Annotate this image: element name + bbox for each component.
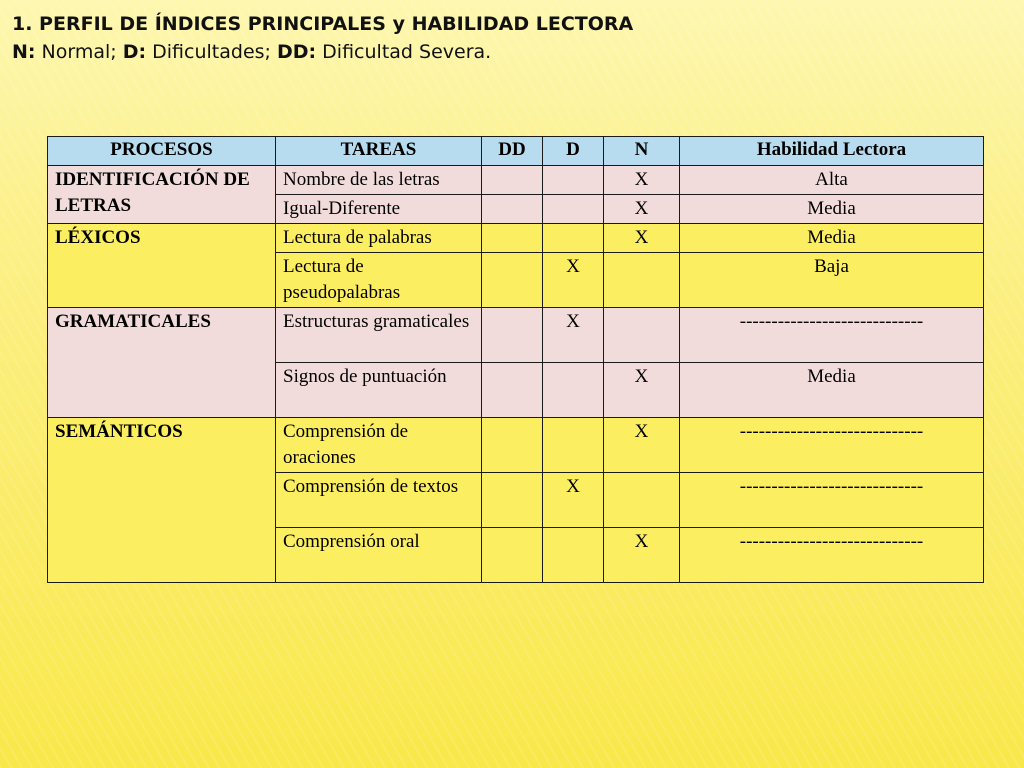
habilidad-cell: ----------------------------- <box>680 418 984 473</box>
title-heading: 1. PERFIL DE ÍNDICES PRINCIPALES y HABILIDAD LECTORA <box>12 13 634 35</box>
n-cell <box>604 473 680 528</box>
table-row <box>48 308 984 363</box>
habilidad-cell: Media <box>680 363 984 418</box>
d-cell <box>543 418 604 473</box>
habilidad-cell: ----------------------------- <box>680 308 984 363</box>
d-cell <box>543 363 604 418</box>
tarea-cell: Comprensión de oraciones <box>276 418 482 473</box>
tarea-cell: Igual-Diferente <box>276 195 482 224</box>
profile-table <box>47 136 984 583</box>
proceso-cell: SEMÁNTICOS <box>48 418 276 583</box>
dd-cell <box>482 528 543 583</box>
d-cell <box>543 224 604 253</box>
n-cell: X <box>604 363 680 418</box>
header-d: D <box>543 137 604 166</box>
habilidad-cell: Alta <box>680 166 984 195</box>
proceso-cell: GRAMATICALES <box>48 308 276 418</box>
table-header-row <box>48 137 984 166</box>
habilidad-cell: ----------------------------- <box>680 528 984 583</box>
header-n: N <box>604 137 680 166</box>
legend-key-n: N: <box>12 41 36 63</box>
habilidad-cell: ----------------------------- <box>680 473 984 528</box>
legend-text-d: Dificultades; <box>146 41 277 63</box>
d-cell: X <box>543 308 604 363</box>
dd-cell <box>482 195 543 224</box>
legend-key-dd: DD: <box>276 41 317 63</box>
legend-text-dd: Dificultad Severa. <box>316 41 492 63</box>
d-cell <box>543 528 604 583</box>
tarea-cell: Nombre de las letras <box>276 166 482 195</box>
habilidad-cell: Baja <box>680 253 984 308</box>
tarea-cell: Comprensión oral <box>276 528 482 583</box>
n-cell: X <box>604 528 680 583</box>
tarea-cell: Estructuras gramaticales <box>276 308 482 363</box>
n-cell <box>604 308 680 363</box>
table-row <box>48 418 984 473</box>
dd-cell <box>482 253 543 308</box>
dd-cell <box>482 363 543 418</box>
legend-text-n: Normal; <box>35 41 123 63</box>
tarea-cell: Lectura de palabras <box>276 224 482 253</box>
d-cell <box>543 166 604 195</box>
slide-title <box>12 10 633 66</box>
tarea-cell: Comprensión de textos <box>276 473 482 528</box>
dd-cell <box>482 166 543 195</box>
habilidad-cell: Media <box>680 195 984 224</box>
dd-cell <box>482 418 543 473</box>
title-legend <box>12 38 633 66</box>
legend-key-d: D: <box>122 41 147 63</box>
table-row <box>48 224 984 253</box>
header-habilidad-lectora: Habilidad Lectora <box>680 137 984 166</box>
proceso-cell: LÉXICOS <box>48 224 276 308</box>
tarea-cell: Signos de puntuación <box>276 363 482 418</box>
dd-cell <box>482 224 543 253</box>
n-cell: X <box>604 166 680 195</box>
proceso-cell: IDENTIFICACIÓN DE LETRAS <box>48 166 276 224</box>
dd-cell <box>482 473 543 528</box>
dd-cell <box>482 308 543 363</box>
d-cell <box>543 195 604 224</box>
header-tareas: TAREAS <box>276 137 482 166</box>
n-cell: X <box>604 418 680 473</box>
d-cell: X <box>543 253 604 308</box>
table-row <box>48 166 984 195</box>
n-cell <box>604 253 680 308</box>
habilidad-cell: Media <box>680 224 984 253</box>
header-dd: DD <box>482 137 543 166</box>
tarea-cell: Lectura de pseudopalabras <box>276 253 482 308</box>
d-cell: X <box>543 473 604 528</box>
header-procesos: PROCESOS <box>48 137 276 166</box>
n-cell: X <box>604 224 680 253</box>
n-cell: X <box>604 195 680 224</box>
